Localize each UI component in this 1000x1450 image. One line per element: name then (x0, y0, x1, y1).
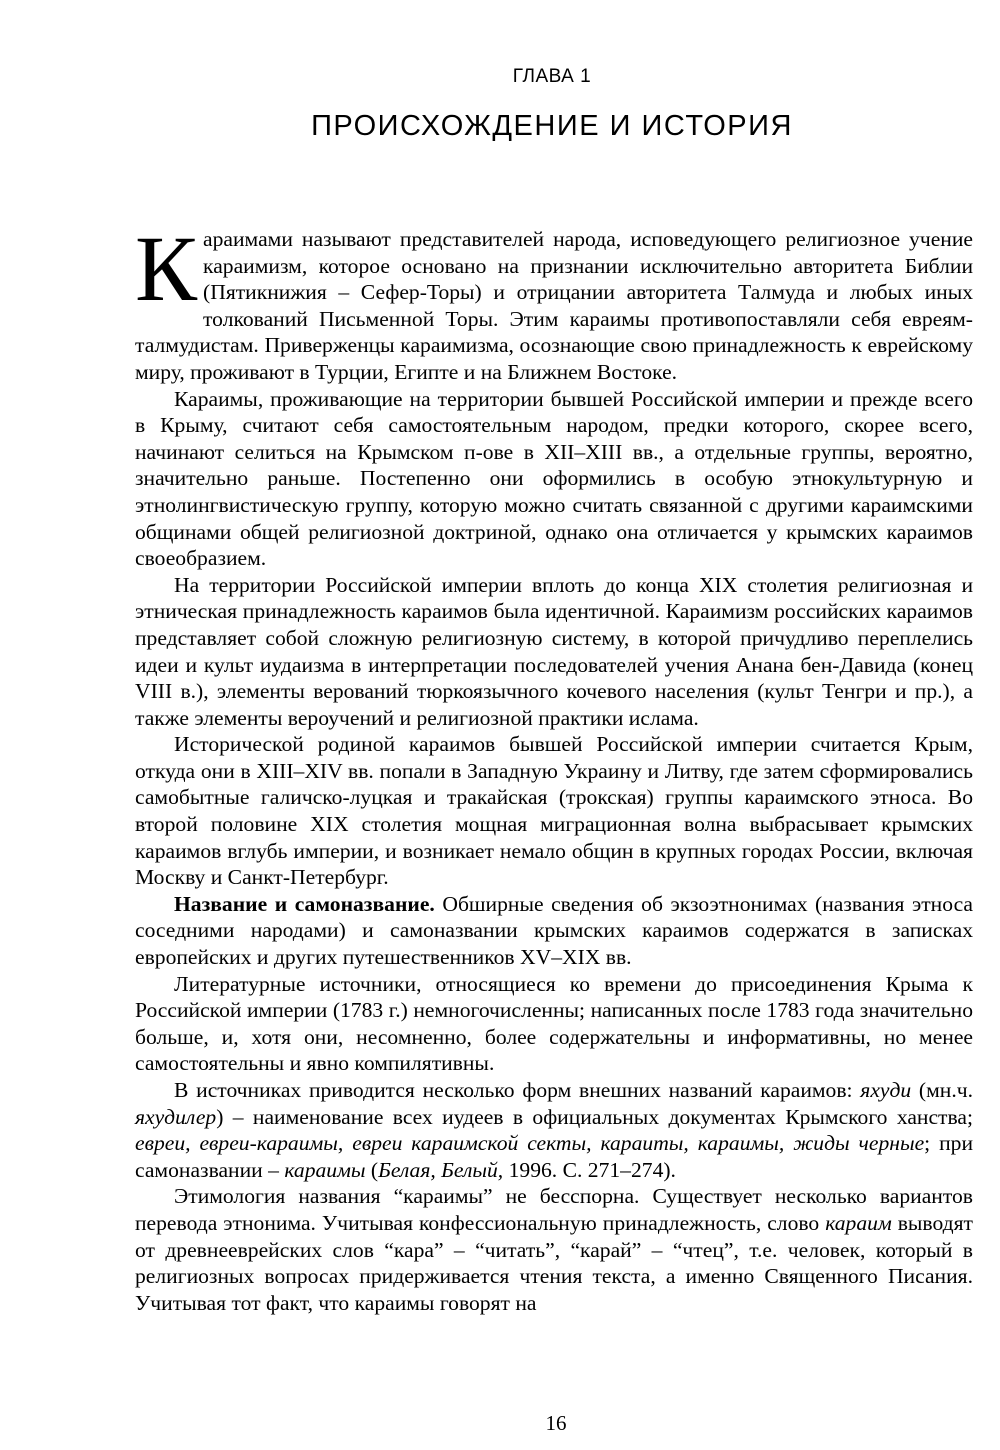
italic-citation: Белая, Белый, (378, 1157, 504, 1182)
drop-cap: К (135, 218, 198, 321)
page-number: 16 (545, 1411, 567, 1435)
body-text (135, 218, 973, 1316)
paragraph (135, 1183, 973, 1316)
text-run: выводят от древнееврейских слов “кара” – “читать”, “карай” – “чтец”, т.е. человек, который в религиозных вопросах придерживается чтения текста, а именно Священного Писания. Учитывая тот факт, что караимы говорят на (135, 1210, 973, 1315)
italic-term: яхудилер (135, 1104, 217, 1129)
section-heading: Название и самоназвание. (174, 891, 435, 916)
italic-term: евреи, евреи-караимы, евреи караимской секты, караиты, караимы, жиды черные (135, 1131, 925, 1156)
paragraph-text: араимами называют представителей народа, исповедующего религиозное учение караимизм, которое основано на признании исключительно авторитета Библии (Пятикнижия – Сефер-Торы) и отрицании авторитета Талмуда и любых иных толкований Письменной Торы. Этим караимы противопоставляли себя евреям-талмудистам. Приверженцы караимизма, осознающие свою принадлежность к еврейскому миру, проживают в Турции, Египте и на Ближнем Востоке. (135, 227, 973, 384)
text-run: ( (365, 1157, 379, 1182)
text-run: 1996. С. 271–274). (503, 1157, 676, 1182)
paragraph (135, 891, 973, 971)
text-run: Этимология названия “караимы” не бесспорна. Существует несколько вариантов перевода этнонима. Учитывая конфессиональную принадлежность, слово (135, 1184, 973, 1235)
italic-term: караим (825, 1210, 892, 1235)
paragraph (135, 1077, 973, 1183)
paragraph: Исторической родиной караимов бывшей Российской империи считается Крым, откуда они в XIII–XIV вв. попали в Западную Украину и Литву, где затем сформировались самобытные галичско-луцкая и тракайская (трокская) группы караимского этноса. Во второй половине XIX столетия мощная миграционная волна выбрасывает крымских караимов вглубь империи, и возникает немало общин в крупных городах России, включая Москву и Санкт-Петербург. (135, 732, 973, 890)
chapter-title: ПРОИСХОЖДЕНИЕ И ИСТОРИЯ (311, 110, 793, 142)
text-run: ; при самоназвании – (135, 1131, 973, 1182)
paragraph: Литературные источники, относящиеся ко времени до присоединения Крыма к Российской империи (1783 г.) немногочисленны; написанных после 1783 года значительно больше, и, хотя они, несомненно, более содержательны и информативны, но менее самостоятельны и явно компилятивны. (135, 971, 973, 1076)
italic-term: яхуди (860, 1078, 912, 1102)
paragraph-text: Обширные сведения об экзоэтнонимах (названия этноса соседними народами) и самоназвании крымских караимов содержатся в записках европейских и других путешественников XV–XIX вв. (135, 891, 973, 970)
paragraph: На территории Российской империи вплоть до конца XIX столетия религиозная и этническая принадлежность караимов была идентичной. Караимизм российских караимов представляет собой сложную религиозную систему, в которой причудливо переплелись идеи и культ иудаизма в интерпретации последователей учения Анана бен-Давида (конец VIII в.), элементы верований тюркоязычного кочевого населения (культ Тенгри и пр.), а также элементы вероучений и религиозной практики ислама. (135, 572, 973, 730)
chapter-label: ГЛАВА 1 (512, 66, 592, 87)
text-run: В источниках приводится несколько форм внешних названий караимов: (174, 1078, 861, 1102)
paragraph: Караимы, проживающие на территории бывшей Российской империи и прежде всего в Крыму, считают себя самостоятельным народом, предки которого, скорее всего, начинают селиться на Крымском п-ове в XII–XIII вв., а отдельные группы, вероятно, значительно раньше. Постепенно они оформились в особую этнокультурную и этнолингвистическую группу, которую можно считать связанной с другими караимскими общинами общей религиозной доктриной, однако она отличается у крымских караимов своеобразием. (135, 386, 973, 571)
text-run: ) – наименование всех иудеев в официальных документах Крымского ханства; (216, 1104, 973, 1129)
italic-term: караимы (284, 1157, 366, 1182)
text-run: (мн.ч. (911, 1078, 973, 1102)
paragraph (135, 218, 973, 386)
